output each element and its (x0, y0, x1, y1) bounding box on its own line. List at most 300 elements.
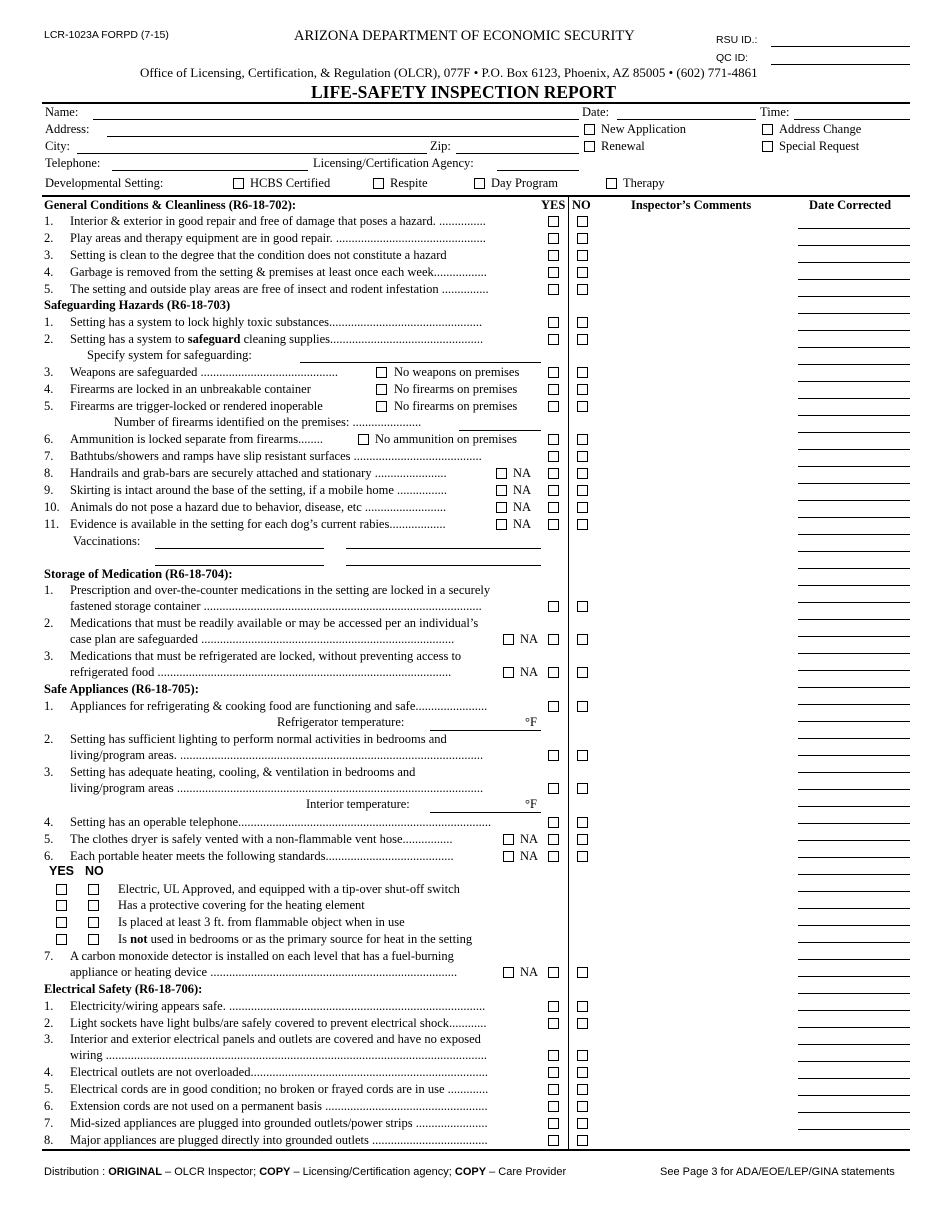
na-checkbox[interactable] (496, 519, 507, 530)
no-checkbox[interactable] (577, 334, 588, 345)
item-number: 9. (44, 483, 54, 497)
na-label: NA (520, 849, 539, 863)
date-corrected-field[interactable] (798, 670, 910, 671)
checklist-item: Appliances for refrigerating & cooking food are functioning and safe....................... (70, 699, 488, 713)
telephone-label: Telephone: (45, 156, 101, 170)
vaccinations-field[interactable] (346, 565, 541, 566)
comments-column-header: Inspector’s Comments (631, 198, 752, 212)
no-ammunition-checkbox[interactable] (358, 434, 369, 445)
yes-checkbox[interactable] (548, 851, 559, 862)
city-field[interactable] (77, 153, 427, 154)
num-firearms-label: Number of firearms identified on the premises: ...................... (114, 415, 422, 429)
item-number: 5. (44, 832, 54, 846)
agency-label: Licensing/Certification Agency: (313, 156, 474, 170)
section-hazards-title: Safeguarding Hazards (R6-18-703) (44, 298, 231, 312)
na-label: NA (513, 500, 532, 514)
item-number: 5. (44, 1082, 54, 1096)
no-checkbox[interactable] (577, 519, 588, 530)
heater-text: used in bedrooms or as the primary source for heat in the setting (147, 932, 473, 946)
no-checkbox[interactable] (577, 468, 588, 479)
checklist-item: The clothes dryer is safely vented with a non-flammable vent hose................ (70, 832, 453, 846)
interior-temp-label: Interior temperature: (306, 797, 410, 811)
specify-field[interactable] (300, 362, 541, 363)
date-corrected-field[interactable] (798, 279, 910, 280)
yes-checkbox[interactable] (548, 384, 559, 395)
no-checkbox[interactable] (577, 485, 588, 496)
item-number: 7. (44, 449, 54, 463)
na-checkbox[interactable] (503, 851, 514, 862)
checklist-item: living/program areas .................................................................................................. (70, 781, 484, 795)
renewal-label: Renewal (601, 139, 645, 153)
checklist-item: Setting has a system to lock highly toxic substances................................................. (70, 315, 483, 329)
checklist-item: Firearms are locked in an unbreakable container (70, 382, 311, 396)
yes-checkbox[interactable] (548, 451, 559, 462)
table-bottom-rule (42, 1149, 910, 1151)
section-general-title: General Conditions & Cleanliness (R6-18-702): (44, 198, 297, 212)
item-number: 2. (44, 732, 54, 746)
special-request-checkbox[interactable] (762, 141, 773, 152)
no-firearms-label: No firearms on premises (394, 399, 518, 413)
agency-name: ARIZONA DEPARTMENT OF ECONOMIC SECURITY (294, 28, 635, 44)
distribution-note (44, 1166, 566, 1178)
heater-no-checkbox[interactable] (88, 884, 99, 895)
yes-checkbox[interactable] (548, 701, 559, 712)
no-checkbox[interactable] (577, 384, 588, 395)
checklist-item: case plan are safeguarded ................................................................................. (70, 632, 455, 646)
yes-checkbox[interactable] (548, 750, 559, 761)
yes-checkbox[interactable] (548, 1050, 559, 1061)
no-checkbox[interactable] (577, 817, 588, 828)
heater-no-checkbox[interactable] (88, 934, 99, 945)
item-number: 5. (44, 282, 54, 296)
no-checkbox[interactable] (577, 451, 588, 462)
checklist-item: Ammunition is locked separate from firearms........ (70, 432, 324, 446)
checklist-item: Electrical outlets are not overloaded............................................................................ (70, 1065, 488, 1079)
item-number: 2. (44, 332, 54, 346)
na-label: NA (520, 832, 539, 846)
date-field[interactable] (617, 119, 756, 120)
distribution-text: – Licensing/Certification agency; (290, 1166, 455, 1178)
na-label: NA (513, 483, 532, 497)
date-corrected-field[interactable] (798, 789, 910, 790)
checklist-item: appliance or heating device ............................................................................... (70, 965, 458, 979)
section-electrical-title: Electrical Safety (R6-18-706): (44, 982, 203, 996)
item-number: 3. (44, 248, 54, 262)
time-label: Time: (760, 105, 790, 119)
checklist-item: Setting is clean to the degree that the condition does not constitute a hazard (70, 248, 447, 262)
vaccinations-field[interactable] (155, 548, 324, 549)
date-corrected-field[interactable] (798, 806, 910, 807)
item-number: 2. (44, 1016, 54, 1030)
item-number: 3. (44, 649, 54, 663)
date-corrected-field[interactable] (798, 687, 910, 688)
heater-yes-checkbox[interactable] (56, 934, 67, 945)
address-change-label: Address Change (779, 122, 862, 136)
no-checkbox[interactable] (577, 367, 588, 378)
date-corrected-field[interactable] (798, 364, 910, 365)
checklist-item: Firearms are trigger-locked or rendered inoperable (70, 399, 323, 413)
no-checkbox[interactable] (577, 401, 588, 412)
yes-checkbox[interactable] (548, 502, 559, 513)
na-label: NA (513, 517, 532, 531)
yes-checkbox[interactable] (548, 434, 559, 445)
date-corrected-column-header: Date Corrected (809, 198, 892, 212)
qc-id-field[interactable] (771, 64, 910, 65)
no-checkbox[interactable] (577, 1084, 588, 1095)
date-corrected-field[interactable] (798, 1044, 910, 1045)
date-corrected-field[interactable] (798, 636, 910, 637)
address-field[interactable] (107, 136, 579, 137)
date-corrected-field[interactable] (798, 466, 910, 467)
checklist-item: Electricity/wiring appears safe. .................................................................................. (70, 999, 486, 1013)
date-corrected-field[interactable] (798, 245, 910, 246)
date-corrected-field[interactable] (798, 942, 910, 943)
yes-checkbox[interactable] (548, 1118, 559, 1129)
no-checkbox[interactable] (577, 233, 588, 244)
therapy-label: Therapy (623, 176, 665, 190)
checklist-item: Garbage is removed from the setting & premises at least once each week................. (70, 265, 487, 279)
item-number: 10. (44, 500, 60, 514)
checklist-item: wiring .......................................................................................................................... (70, 1048, 488, 1062)
fridge-temp-field[interactable] (430, 730, 541, 731)
dev-setting-label: Developmental Setting: (45, 176, 164, 190)
na-checkbox[interactable] (503, 834, 514, 845)
date-corrected-field[interactable] (798, 296, 910, 297)
date-corrected-field[interactable] (798, 228, 910, 229)
agency-field[interactable] (497, 170, 579, 171)
date-corrected-field[interactable] (798, 347, 910, 348)
yes-checkbox[interactable] (548, 367, 559, 378)
checklist-item: Light sockets have light bulbs/are safely covered to prevent electrical shock............ (70, 1016, 487, 1030)
checklist-item: Interior & exterior in good repair and free of damage that poses a hazard. ............... (70, 214, 486, 228)
address-change-checkbox[interactable] (762, 124, 773, 135)
date-corrected-field[interactable] (798, 823, 910, 824)
no-weapons-label: No weapons on premises (394, 365, 520, 379)
respite-checkbox[interactable] (373, 178, 384, 189)
date-corrected-field[interactable] (798, 755, 910, 756)
item-number: 6. (44, 1099, 54, 1113)
header-rule (42, 102, 910, 104)
no-checkbox[interactable] (577, 250, 588, 261)
rsu-id-field[interactable] (771, 46, 910, 47)
no-checkbox[interactable] (577, 834, 588, 845)
checklist-item: Prescription and over-the-counter medications in the setting are locked in a securely (70, 583, 491, 597)
form-code: LCR-1023A FORPD (7-15) (44, 29, 169, 41)
heater-no-checkbox[interactable] (88, 917, 99, 928)
item-number: 2. (44, 231, 54, 245)
item-number: 1. (44, 583, 54, 597)
item-number: 6. (44, 849, 54, 863)
ada-note: See Page 3 for ADA/EOE/LEP/GINA statements (660, 1166, 895, 1178)
na-checkbox[interactable] (503, 667, 514, 678)
qc-label: QC ID: (716, 52, 749, 64)
date-corrected-field[interactable] (798, 534, 910, 535)
item-number: 4. (44, 815, 54, 829)
date-corrected-field[interactable] (798, 704, 910, 705)
heater-no-checkbox[interactable] (88, 900, 99, 911)
item-number: 1. (44, 699, 54, 713)
new-application-label: New Application (601, 122, 687, 136)
checklist-item: Each portable heater meets the following standards......................................... (70, 849, 454, 863)
distribution-text: – OLCR Inspector; (161, 1166, 260, 1178)
hcbs-checkbox[interactable] (233, 178, 244, 189)
date-corrected-field[interactable] (798, 1095, 910, 1096)
na-label: NA (520, 965, 539, 979)
no-checkbox[interactable] (577, 783, 588, 794)
time-field[interactable] (794, 119, 910, 120)
no-checkbox[interactable] (577, 216, 588, 227)
vaccinations-field[interactable] (346, 548, 541, 549)
checklist-item (70, 332, 483, 347)
checklist-item: Bathtubs/showers and ramps have slip resistant surfaces ......................................... (70, 449, 482, 463)
heater-yes-checkbox[interactable] (56, 884, 67, 895)
yes-checkbox[interactable] (548, 783, 559, 794)
yes-column-header: YES (541, 198, 566, 212)
date-corrected-field[interactable] (798, 262, 910, 263)
no-checkbox[interactable] (577, 1135, 588, 1146)
special-request-label: Special Request (779, 139, 860, 153)
na-checkbox[interactable] (496, 485, 507, 496)
distribution-copy: COPY (259, 1166, 291, 1178)
no-checkbox[interactable] (577, 701, 588, 712)
checklist-item: Weapons are safeguarded ............................................ (70, 365, 339, 379)
report-title: LIFE-SAFETY INSPECTION REPORT (311, 82, 617, 102)
new-application-checkbox[interactable] (584, 124, 595, 135)
hcbs-label: HCBS Certified (250, 176, 331, 190)
na-label: NA (513, 466, 532, 480)
name-field[interactable] (93, 119, 579, 120)
checklist-item: Setting has an operable telephone................................................................................. (70, 815, 492, 829)
date-corrected-field[interactable] (798, 891, 910, 892)
checklist-item: Major appliances are plugged directly into grounded outlets ..................................... (70, 1133, 488, 1147)
date-corrected-field[interactable] (798, 1112, 910, 1113)
date-corrected-field[interactable] (798, 415, 910, 416)
column-divider (568, 196, 569, 1149)
fridge-temp-label: Refrigerator temperature: (277, 715, 405, 729)
distribution-copy: COPY (454, 1166, 487, 1178)
date-corrected-field[interactable] (798, 1078, 910, 1079)
no-checkbox[interactable] (577, 851, 588, 862)
no-checkbox[interactable] (577, 502, 588, 513)
date-corrected-field[interactable] (798, 653, 910, 654)
item-number: 4. (44, 265, 54, 279)
na-label: NA (520, 632, 539, 646)
heater-text: Is (118, 932, 131, 946)
heater-standard: Electric, UL Approved, and equipped with a tip-over shut-off switch (118, 882, 460, 896)
degree-unit: °F (525, 715, 537, 729)
checklist-item: Medications that must be readily available or may be accessed per an individual’s (70, 616, 479, 630)
no-checkbox[interactable] (577, 284, 588, 295)
date-corrected-field[interactable] (798, 313, 910, 314)
rsu-label: RSU ID.: (716, 34, 758, 46)
day-program-label: Day Program (491, 176, 558, 190)
checklist-item: Medications that must be refrigerated are locked, without preventing access to (70, 649, 462, 663)
date-corrected-field[interactable] (798, 908, 910, 909)
yes-checkbox[interactable] (548, 1084, 559, 1095)
heater-yes-header: YES (49, 864, 75, 878)
date-corrected-field[interactable] (798, 1129, 910, 1130)
no-checkbox[interactable] (577, 667, 588, 678)
section-medication-title: Storage of Medication (R6-18-704): (44, 567, 233, 581)
date-corrected-field[interactable] (798, 551, 910, 552)
date-corrected-field[interactable] (798, 1010, 910, 1011)
no-checkbox[interactable] (577, 1050, 588, 1061)
distribution-text: Distribution : (44, 1166, 109, 1178)
date-label: Date: (582, 105, 610, 119)
no-checkbox[interactable] (577, 317, 588, 328)
checklist-item: refrigerated food .............................................................................................. (70, 665, 452, 679)
date-corrected-field[interactable] (798, 432, 910, 433)
yes-checkbox[interactable] (548, 401, 559, 412)
zip-field[interactable] (456, 153, 579, 154)
date-corrected-field[interactable] (798, 483, 910, 484)
na-checkbox[interactable] (496, 468, 507, 479)
yes-checkbox[interactable] (548, 667, 559, 678)
no-weapons-checkbox[interactable] (376, 367, 387, 378)
yes-checkbox[interactable] (548, 817, 559, 828)
no-checkbox[interactable] (577, 1101, 588, 1112)
yes-checkbox[interactable] (548, 1101, 559, 1112)
yes-checkbox[interactable] (548, 334, 559, 345)
date-corrected-field[interactable] (798, 959, 910, 960)
specify-label: Specify system for safeguarding: (87, 348, 252, 362)
renewal-checkbox[interactable] (584, 141, 595, 152)
date-corrected-field[interactable] (798, 330, 910, 331)
date-corrected-field[interactable] (798, 925, 910, 926)
na-checkbox[interactable] (496, 502, 507, 513)
vaccinations-field[interactable] (155, 565, 324, 566)
item-number: 7. (44, 1116, 54, 1130)
no-checkbox[interactable] (577, 267, 588, 278)
item-number: 3. (44, 365, 54, 379)
yes-checkbox[interactable] (548, 634, 559, 645)
city-label: City: (45, 139, 71, 153)
item-number: 7. (44, 949, 54, 963)
date-corrected-field[interactable] (798, 840, 910, 841)
date-corrected-field[interactable] (798, 602, 910, 603)
checklist-item: Handrails and grab-bars are securely attached and stationary ....................... (70, 466, 447, 480)
no-column-header: NO (572, 198, 591, 212)
date-corrected-field[interactable] (798, 976, 910, 977)
na-checkbox[interactable] (503, 967, 514, 978)
checklist-item: Extension cords are not used on a permanent basis .................................................... (70, 1099, 488, 1113)
no-checkbox[interactable] (577, 1067, 588, 1078)
telephone-field[interactable] (112, 170, 308, 171)
item-number: 4. (44, 382, 54, 396)
heater-text-bold: not (130, 932, 148, 946)
yes-checkbox[interactable] (548, 519, 559, 530)
no-checkbox[interactable] (577, 634, 588, 645)
degree-unit: °F (525, 797, 537, 811)
heater-standard: Has a protective covering for the heating element (118, 898, 365, 912)
no-checkbox[interactable] (577, 1118, 588, 1129)
no-checkbox[interactable] (577, 1001, 588, 1012)
heater-yes-checkbox[interactable] (56, 917, 67, 928)
heater-standard: Is placed at least 3 ft. from flammable object when in use (118, 915, 405, 929)
yes-checkbox[interactable] (548, 967, 559, 978)
item-text: Setting has a system to (70, 332, 188, 346)
item-number: 6. (44, 432, 54, 446)
yes-checkbox[interactable] (548, 317, 559, 328)
no-firearms-checkbox[interactable] (376, 384, 387, 395)
checklist-item: Mid-sized appliances are plugged into grounded outlets/power strips ....................... (70, 1116, 488, 1130)
yes-checkbox[interactable] (548, 1001, 559, 1012)
yes-checkbox[interactable] (548, 601, 559, 612)
date-corrected-field[interactable] (798, 619, 910, 620)
item-number: 3. (44, 1032, 54, 1046)
yes-checkbox[interactable] (548, 284, 559, 295)
date-corrected-field[interactable] (798, 381, 910, 382)
no-firearms-label: No firearms on premises (394, 382, 518, 396)
item-number: 8. (44, 1133, 54, 1147)
day-program-checkbox[interactable] (474, 178, 485, 189)
checklist-item: Animals do not pose a hazard due to behavior, disease, etc .......................... (70, 500, 447, 514)
item-number: 11. (44, 517, 60, 531)
heater-yes-checkbox[interactable] (56, 900, 67, 911)
date-corrected-field[interactable] (798, 500, 910, 501)
no-checkbox[interactable] (577, 1018, 588, 1029)
no-firearms-checkbox[interactable] (376, 401, 387, 412)
date-corrected-field[interactable] (798, 772, 910, 773)
yes-checkbox[interactable] (548, 267, 559, 278)
yes-checkbox[interactable] (548, 1067, 559, 1078)
respite-label: Respite (390, 176, 428, 190)
date-corrected-field[interactable] (798, 993, 910, 994)
office-line: Office of Licensing, Certification, & Regulation (OLCR), 077F • P.O. Box 6123, Phoenix, AZ 85005 • (602) 771-4861 (140, 65, 758, 80)
date-corrected-field[interactable] (798, 1027, 910, 1028)
date-corrected-field[interactable] (798, 721, 910, 722)
zip-label: Zip: (430, 139, 451, 153)
yes-checkbox[interactable] (548, 216, 559, 227)
checklist-item: Setting has adequate heating, cooling, & ventilation in bedrooms and (70, 765, 416, 779)
no-ammunition-label: No ammunition on premises (375, 432, 517, 446)
no-checkbox[interactable] (577, 434, 588, 445)
yes-checkbox[interactable] (548, 250, 559, 261)
checklist-item: Play areas and therapy equipment are in good repair. ................................................ (70, 231, 486, 245)
checklist-item: Setting has sufficient lighting to perform normal activities in bedrooms and (70, 732, 447, 746)
date-corrected-field[interactable] (798, 517, 910, 518)
date-corrected-field[interactable] (798, 1061, 910, 1062)
date-corrected-field[interactable] (798, 568, 910, 569)
section-appliances-title: Safe Appliances (R6-18-705): (44, 682, 199, 696)
yes-checkbox[interactable] (548, 485, 559, 496)
num-firearms-field[interactable] (459, 430, 541, 431)
yes-checkbox[interactable] (548, 1018, 559, 1029)
date-corrected-field[interactable] (798, 585, 910, 586)
yes-checkbox[interactable] (548, 468, 559, 479)
vaccinations-label: Vaccinations: (73, 534, 141, 548)
checklist-item: Electrical cords are in good condition; no broken or frayed cords are in use ............. (70, 1082, 489, 1096)
date-corrected-field[interactable] (798, 449, 910, 450)
date-corrected-field[interactable] (798, 874, 910, 875)
no-checkbox[interactable] (577, 601, 588, 612)
no-checkbox[interactable] (577, 750, 588, 761)
no-checkbox[interactable] (577, 967, 588, 978)
item-number: 1. (44, 999, 54, 1013)
interior-temp-field[interactable] (430, 812, 541, 813)
distribution-original: ORIGINAL (108, 1166, 162, 1178)
yes-checkbox[interactable] (548, 1135, 559, 1146)
item-number: 8. (44, 466, 54, 480)
therapy-checkbox[interactable] (606, 178, 617, 189)
checklist-item: living/program areas. ................................................................................................. (70, 748, 484, 762)
yes-checkbox[interactable] (548, 834, 559, 845)
date-corrected-field[interactable] (798, 857, 910, 858)
yes-checkbox[interactable] (548, 233, 559, 244)
date-corrected-field[interactable] (798, 738, 910, 739)
na-checkbox[interactable] (503, 634, 514, 645)
date-corrected-field[interactable] (798, 398, 910, 399)
